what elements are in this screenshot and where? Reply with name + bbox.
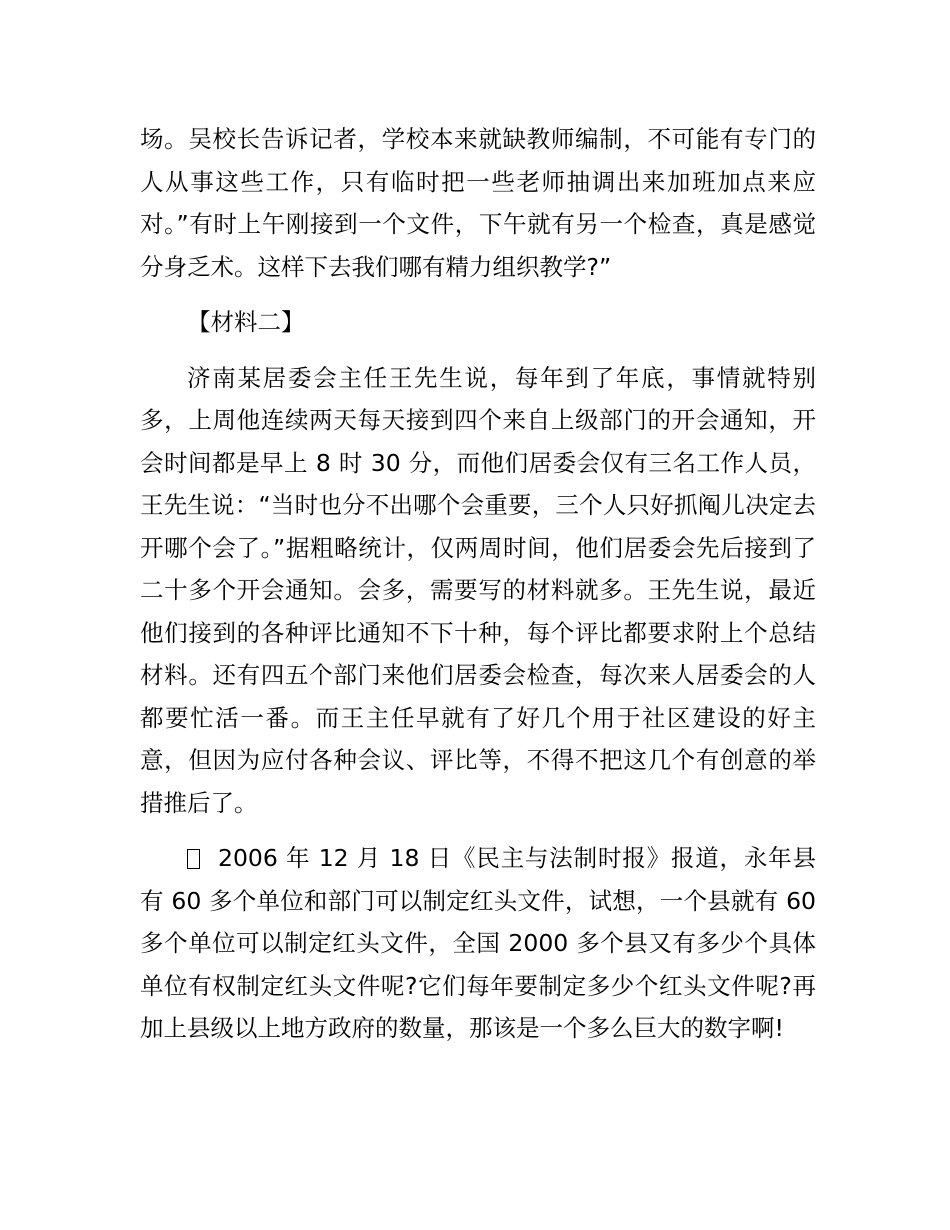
missing-glyph-box-icon bbox=[187, 849, 200, 869]
paragraph-material-two: 济南某居委会主任王先生说，每年到了年底，事情就特别多，上周他连续两天每天接到四个来自上级部门的开会通知，开会时间都是早上 8 时 30 分，而他们居委会仅有三名工作人员，王先生说：“当时也分不出哪个会重要，三个人只好抓阄儿决定去开哪个会了。”据粗略统计，仅两周时间，他们居委会先后接到了二十多个开会通知。会多，需要写的材料就多。王先生说，最近他们接到的各种评比通知不下十种，每个评比都要求附上个总结材料。还有四五个部门来他们居委会检查，每次来人居委会的人都要忙活一番。而王主任早就有了好几个用于社区建设的好主意，但因为应付各种会议、评比等，不得不把这几个有创意的举措推后了。 bbox=[140, 363, 816, 817]
document-body bbox=[140, 118, 816, 1050]
paragraph-red-header-text: 2006 年 12 月 18 日《民主与法制时报》报道，永年县有 60 多个单位和部门可以制定红头文件，试想，一个县就有 60 多个单位可以制定红头文件，全国 2000 多个县又有多少个具体单位有权制定红头文件呢?它们每年要制定多少个红头文件呢?再加上县级以上地方政府的数量，那该是一个多么巨大的数字啊! bbox=[140, 844, 816, 1042]
paragraph-continuation: 场。吴校长告诉记者，学校本来就缺教师编制，不可能有专门的人从事这些工作，只有临时把一些老师抽调出来加班加点来应对。”有时上午刚接到一个文件，下午就有另一个检查，真是感觉分身乏术。这样下去我们哪有精力组织教学?” bbox=[140, 125, 816, 281]
paragraph-red-header-documents bbox=[140, 837, 816, 1050]
section-heading: 【材料二】 bbox=[187, 308, 305, 336]
